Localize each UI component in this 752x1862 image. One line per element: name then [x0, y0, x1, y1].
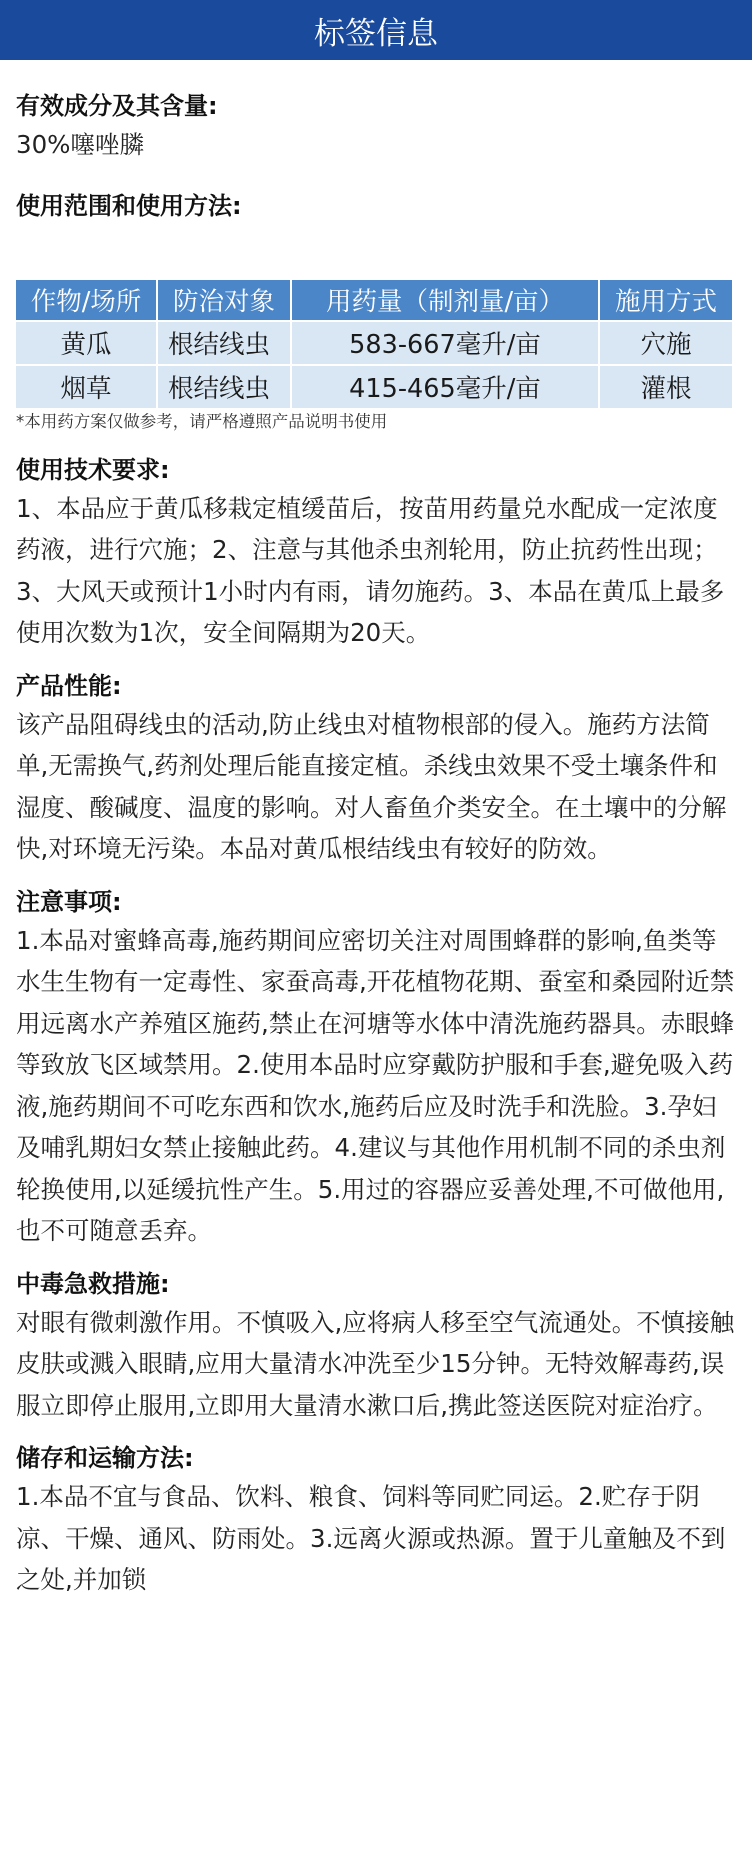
- storage-body: 1.本品不宜与食品、饮料、粮食、饲料等同贮同运。2.贮存于阴凉、干燥、通风、防雨处。3.远离火源或热源。置于儿童触及不到之处,并加锁: [16, 1482, 726, 1594]
- table-cell-crop: 烟草: [16, 366, 156, 408]
- tech-title: 使用技术要求:: [16, 455, 170, 484]
- usage-col-crop: 作物/场所: [16, 280, 156, 320]
- label-content: [0, 88, 752, 1601]
- page-title: 标签信息: [314, 15, 438, 52]
- performance-title: 产品性能:: [16, 671, 122, 700]
- ingredients-section: [16, 88, 736, 166]
- firstaid-body: 对眼有微刺激作用。不慎吸入,应将病人移至空气流通处。不慎接触皮肤或溅入眼睛,应用大量清水冲洗至少15分钟。无特效解毒药,误服立即停止服用,立即用大量清水漱口后,携此签送医院对症治疗。: [16, 1307, 735, 1420]
- table-cell-dosage: 415-465毫升/亩: [292, 366, 598, 408]
- ingredients-title: 有效成分及其含量:: [16, 92, 218, 120]
- precautions-section: [16, 884, 736, 1252]
- performance-body: 该产品阻碍线虫的活动,防止线虫对植物根部的侵入。施药方法简单,无需换气,药剂处理后能直接定植。杀线虫效果不受土壤条件和湿度、酸碱度、温度的影响。对人畜鱼介类安全。在土壤中的分解快,对环境无污染。本品对黄瓜根结线虫有较好的防效。: [16, 709, 727, 863]
- storage-title: 储存和运输方法:: [16, 1444, 194, 1472]
- table-row: [16, 366, 732, 408]
- usage-table: [14, 278, 734, 410]
- performance-section: [16, 668, 736, 870]
- usage-col-target: 防治对象: [158, 280, 290, 320]
- table-cell-target: 根结线虫: [158, 366, 290, 408]
- tech-section: [16, 452, 736, 654]
- table-cell-dosage: 583-667毫升/亩: [292, 322, 598, 364]
- firstaid-section: [16, 1266, 736, 1427]
- table-row: [16, 322, 732, 364]
- ingredients-value: 30%噻唑膦: [16, 130, 144, 159]
- storage-section: [16, 1440, 736, 1601]
- page-header: [0, 0, 752, 60]
- usage-table-header-row: [16, 280, 732, 320]
- usage-title: 使用范围和使用方法:: [16, 191, 242, 220]
- usage-col-dosage: 用药量（制剂量/亩）: [292, 280, 598, 320]
- table-cell-target: 根结线虫: [158, 322, 290, 364]
- usage-col-method: 施用方式: [600, 280, 732, 320]
- usage-section: [16, 188, 736, 434]
- table-cell-method: 灌根: [600, 366, 732, 408]
- firstaid-title: 中毒急救措施:: [16, 1269, 170, 1298]
- table-cell-crop: 黄瓜: [16, 322, 156, 364]
- precautions-title: 注意事项:: [16, 887, 122, 916]
- precautions-body: 1.本品对蜜蜂高毒,施药期间应密切关注对周围蜂群的影响,鱼类等水生生物有一定毒性、家蚕高毒,开花植物花期、蚕室和桑园附近禁用远离水产养殖区施药,禁止在河塘等水体中清洗施药器具。赤眼蜂等致放飞区域禁用。2.使用本品时应穿戴防护服和手套,避免吸入药液,施药期间不可吃东西和饮水,施药后应及时洗手和洗脸。3.孕妇及哺乳期妇女禁止接触此药。4.建议与其他作用机制不同的杀虫剂轮换使用,以延缓抗性产生。5.用过的容器应妥善处理,不可做他用,也不可随意丢弃。: [16, 925, 735, 1245]
- tech-body: 1、本品应于黄瓜移栽定植缓苗后，按苗用药量兑水配成一定浓度药液，进行穴施；2、注意与其他杀虫剂轮用，防止抗药性出现；3、大风天或预计1小时内有雨，请勿施药。3、本品在黄瓜上最多使用次数为1次，安全间隔期为20天。: [16, 493, 725, 647]
- usage-note: *本用药方案仅做参考，请严格遵照产品说明书使用: [16, 411, 388, 431]
- table-cell-method: 穴施: [600, 322, 732, 364]
